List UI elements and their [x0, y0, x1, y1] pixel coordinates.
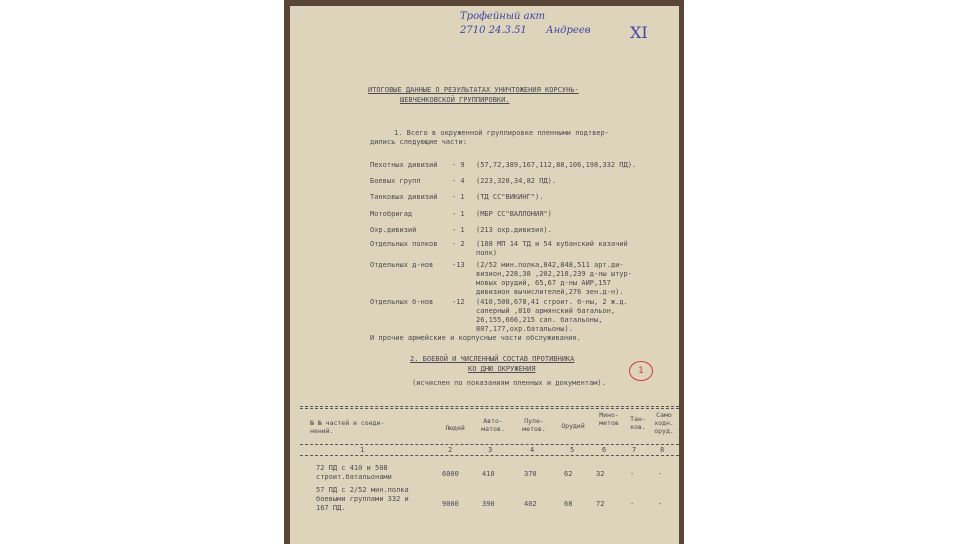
- unit-detail-line: (МБР СС"ВАЛЛОНИЯ"): [476, 210, 552, 218]
- unit-detail-line: (108 МП 14 ТД и 54 кубанский казачий: [476, 240, 628, 248]
- unit-label: Пехотных дивизий: [370, 161, 438, 169]
- column-number: 8: [660, 446, 665, 454]
- column-header: № № частей и соеди- нений.: [310, 419, 385, 435]
- table-rule-top: [300, 406, 679, 407]
- unit-label: Мотобригад: [370, 210, 413, 218]
- column-number: 5: [570, 446, 575, 454]
- table-rule-top-2: [300, 408, 679, 409]
- column-header: Орудий: [561, 422, 585, 430]
- unit-count: -12: [452, 298, 465, 306]
- column-header: Мино- метов: [599, 411, 619, 427]
- intro-line-2: дились следующие части:: [370, 138, 467, 146]
- row-unit-name: боевыми группами 332 и: [316, 495, 409, 503]
- unit-detail-line: полк): [476, 249, 498, 257]
- unit-label: Боевых групп: [370, 177, 421, 185]
- row-value: -: [630, 500, 635, 508]
- title-line-2: ШЕВЧЕНКОВСКОЙ ГРУППИРОВКИ.: [400, 96, 510, 104]
- title-line-1: ИТОГОВЫЕ ДАННЫЕ О РЕЗУЛЬТАТАХ УНИЧТОЖЕНИЯ КОРСУНЬ-: [368, 86, 579, 94]
- unit-count: - 9: [452, 161, 465, 169]
- row-value: -: [630, 470, 635, 478]
- unit-label: Отдельных д-нов: [370, 261, 434, 269]
- table-rule-mid: [300, 444, 679, 445]
- row-unit-name: строит.батальонами: [316, 473, 392, 481]
- row-value: -: [658, 470, 663, 478]
- row-value: 402: [524, 500, 537, 508]
- unit-detail-line: (223,328,34,82 ПД).: [476, 177, 557, 185]
- unit-count: - 1: [452, 226, 465, 234]
- unit-detail-line: саперный ,810 армянский батальон,: [476, 307, 616, 315]
- row-value: -: [658, 500, 663, 508]
- unit-detail-line: (410,508,678,41 строит. б-ны, 2 ж.д.: [476, 298, 628, 306]
- row-value: 410: [482, 470, 495, 478]
- unit-label: Танковых дивизий: [370, 193, 438, 201]
- column-number: 4: [530, 446, 535, 454]
- handwritten-signature: Андреев: [546, 25, 591, 36]
- row-value: 62: [564, 470, 573, 478]
- document-page: [290, 6, 679, 544]
- row-unit-name: 57 ПД с 2/52 мин.полка: [316, 486, 409, 494]
- unit-detail-line: 807,177,охр.батальоны).: [476, 325, 573, 333]
- unit-detail-line: мовых орудий, 65,67 д-ны АИР,157: [476, 279, 611, 287]
- column-number: 1: [360, 446, 365, 454]
- red-circled-mark: 1: [629, 361, 653, 381]
- unit-count: - 1: [452, 210, 465, 218]
- column-header: Пуле- метов.: [522, 417, 546, 433]
- row-unit-name: 72 ПД с 410 и 508: [316, 464, 388, 472]
- unit-label: Отдельных полков: [370, 240, 438, 248]
- section2-heading-1: 2. БОЕВОЙ И ЧИСЛЕННЫЙ СОСТАВ ПРОТИВНИКА: [410, 355, 575, 363]
- row-value: 9000: [442, 500, 459, 508]
- outro-line: И прочие армейские и корпусные части обслуживания.: [370, 334, 581, 342]
- unit-label: Отдельных б-нов: [370, 298, 434, 306]
- unit-count: - 4: [452, 177, 465, 185]
- column-number: 6: [602, 446, 607, 454]
- unit-detail-line: дивизион вычислителей,276 зен.д-н).: [476, 288, 624, 296]
- column-header: Людей: [445, 424, 465, 432]
- unit-count: -13: [452, 261, 465, 269]
- unit-detail-line: (213 охр.дивизия).: [476, 226, 552, 234]
- unit-label: Охр.дивизий: [370, 226, 417, 234]
- unit-detail-line: (57,72,389,167,112,88,106,198,332 ПД).: [476, 161, 637, 169]
- handwritten-date: 2710 24.3.51: [460, 25, 527, 36]
- unit-count: - 1: [452, 193, 465, 201]
- unit-detail-line: (ТД СС"ВИКИНГ").: [476, 193, 544, 201]
- column-number: 2: [448, 446, 453, 454]
- row-unit-name: 167 ПД.: [316, 504, 346, 512]
- column-number: 7: [632, 446, 637, 454]
- unit-detail-line: визион,228,38 ,202,218,239 д-ны штур-: [476, 270, 632, 278]
- unit-detail-line: 26,155,666,215 сап. батальоны,: [476, 316, 603, 324]
- table-rule-bottom: [300, 455, 679, 456]
- row-value: 68: [564, 500, 573, 508]
- intro-line-1: 1. Всего в окруженной группировке пленными подтвер-: [394, 129, 609, 137]
- row-value: 370: [524, 470, 537, 478]
- unit-count: - 2: [452, 240, 465, 248]
- handwritten-roman-numeral: XI: [630, 23, 648, 42]
- row-value: 32: [596, 470, 605, 478]
- column-header: Само ходн. оруд.: [654, 411, 674, 435]
- unit-detail-line: (2/52 мин.полка,842,848,511 арт.ди-: [476, 261, 624, 269]
- row-value: 72: [596, 500, 605, 508]
- row-value: 390: [482, 500, 495, 508]
- column-header: Авто- матов.: [481, 417, 505, 433]
- handwritten-note: Трофейный акт: [460, 11, 546, 22]
- column-header: Тан- ков.: [630, 415, 646, 431]
- row-value: 6000: [442, 470, 459, 478]
- section2-heading-2: КО ДНЮ ОКРУЖЕНИЯ: [468, 365, 536, 373]
- section2-subheading: (исчислен по показаниям пленных и документам).: [412, 379, 606, 387]
- column-number: 3: [488, 446, 493, 454]
